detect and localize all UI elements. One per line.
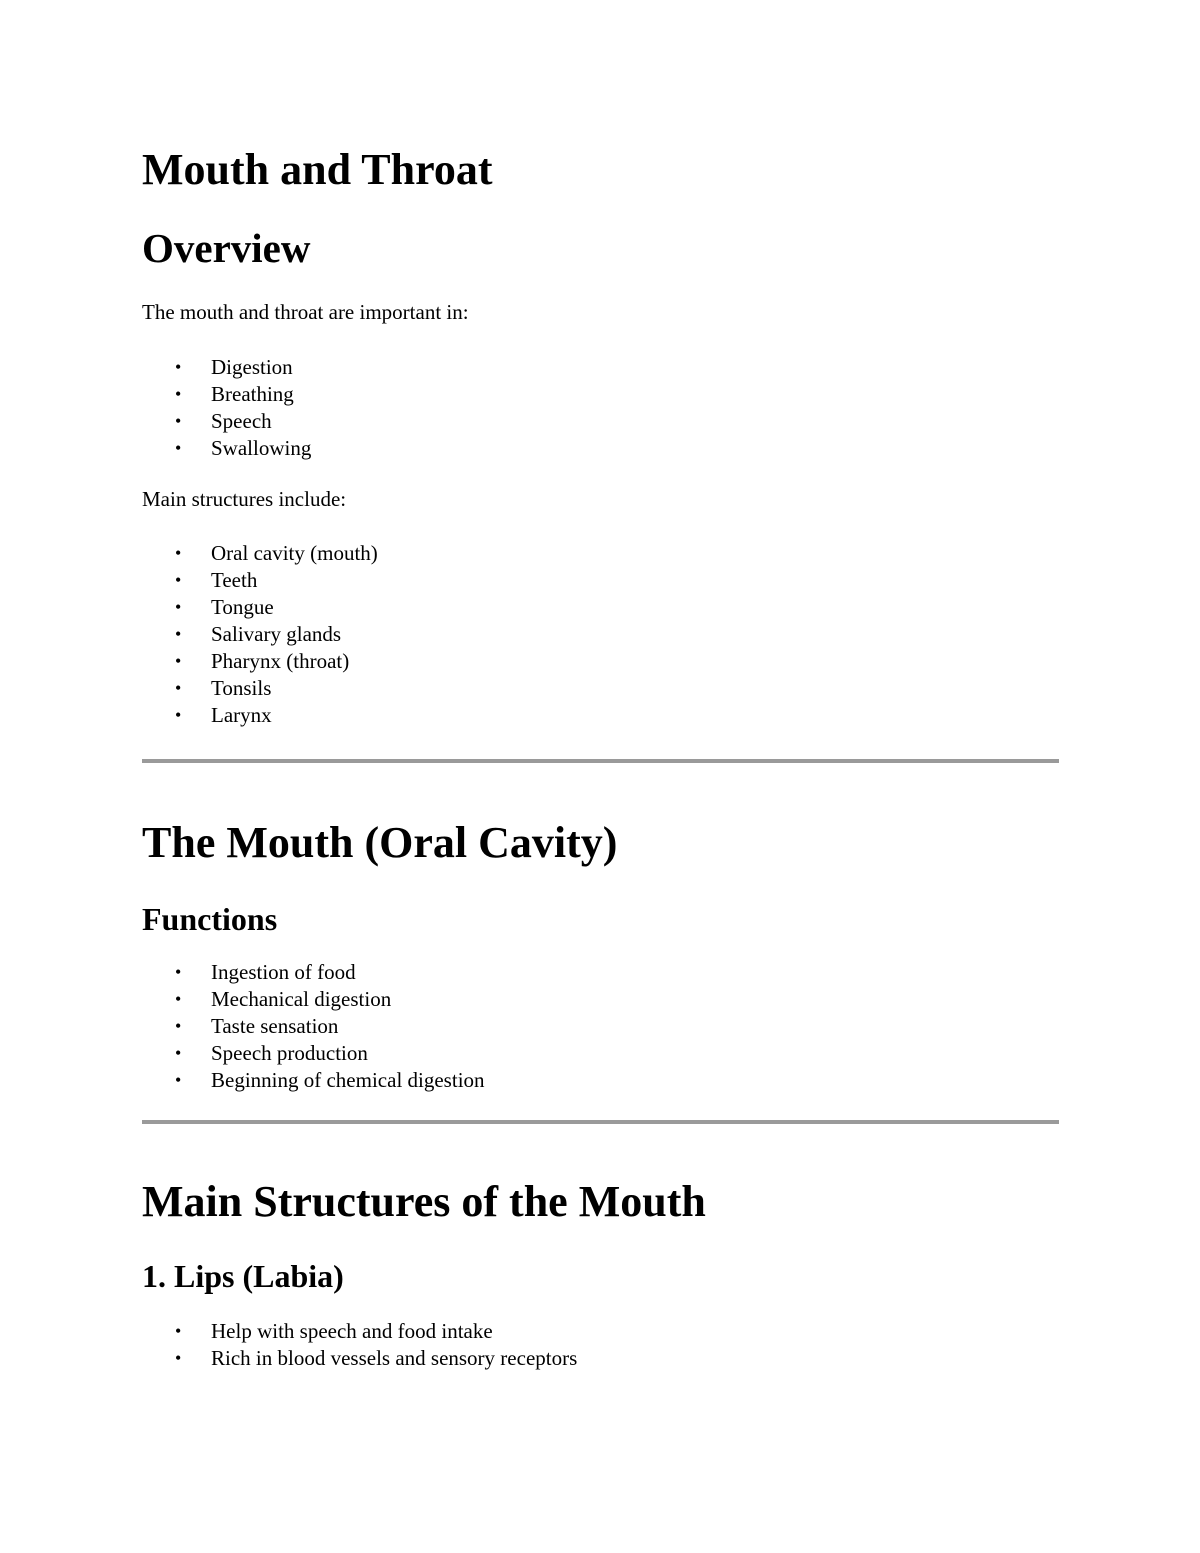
list-item: • Mechanical digestion [175,987,392,1011]
list-item: • Speech [175,409,272,433]
bullet-icon: • [175,384,182,404]
lips-list [142,1318,1059,1372]
bullet-icon: • [175,1043,182,1063]
bullet-icon: • [175,624,182,644]
bullet-icon: • [175,1070,182,1090]
overview-intro: The mouth and throat are important in: [142,300,469,324]
bullet-icon: • [175,705,182,725]
structures-intro: Main structures include: [142,487,347,511]
list-item: • Oral cavity (mouth) [175,541,378,565]
list-item: • Ingestion of food [175,960,356,984]
list-item: • Help with speech and food intake [175,1319,493,1343]
bullet-icon: • [175,989,182,1009]
list-item: • Larynx [175,703,272,727]
bullet-icon: • [175,438,182,458]
overview-heading: Overview [142,225,311,271]
list-item: • Beginning of chemical digestion [175,1068,485,1092]
document-page [142,140,1059,1372]
list-item: • Tonsils [175,676,272,700]
functions-heading: Functions [142,901,278,937]
list-item: • Taste sensation [175,1014,339,1038]
list-item: • Breathing [175,382,294,406]
section-divider [142,1120,1059,1124]
bullet-icon: • [175,543,182,563]
list-item: • Digestion [175,355,293,379]
mouth-section-heading: The Mouth (Oral Cavity) [142,818,618,867]
list-item: • Tongue [175,595,274,619]
bullet-icon: • [175,597,182,617]
main-structures-heading: Main Structures of the Mouth [142,1177,706,1226]
bullet-icon: • [175,1348,182,1368]
bullet-icon: • [175,1016,182,1036]
bullet-icon: • [175,678,182,698]
list-item: • Rich in blood vessels and sensory receptors [175,1346,578,1370]
list-item: • Speech production [175,1041,368,1065]
importance-list [142,354,1059,462]
bullet-icon: • [175,570,182,590]
list-item: • Salivary glands [175,622,342,646]
list-item: • Pharynx (throat) [175,649,350,673]
list-item: • Swallowing [175,436,312,460]
bullet-icon: • [175,962,182,982]
structures-list [142,540,1059,729]
bullet-icon: • [175,411,182,431]
section-divider [142,759,1059,763]
bullet-icon: • [175,1321,182,1341]
lips-heading: 1. Lips (Labia) [142,1258,344,1294]
document-title: Mouth and Throat [142,145,493,194]
bullet-icon: • [175,651,182,671]
bullet-icon: • [175,357,182,377]
list-item: • Teeth [175,568,258,592]
functions-list [142,959,1059,1094]
